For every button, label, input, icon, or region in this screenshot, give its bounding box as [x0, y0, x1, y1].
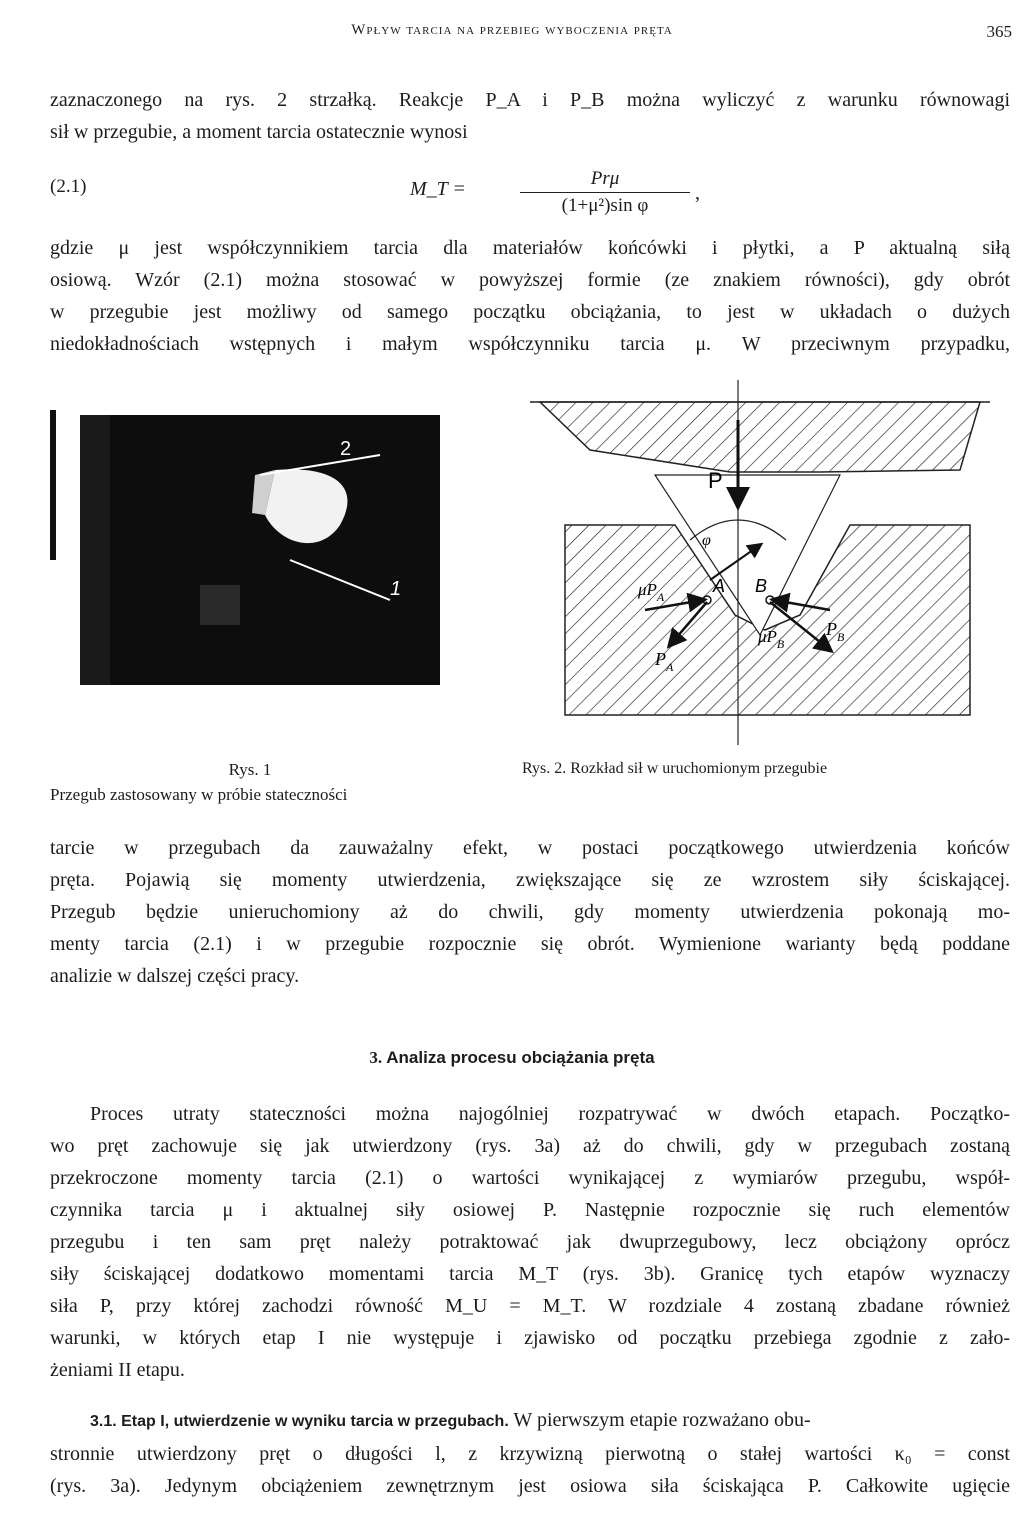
- figure-2-label-phi: φ: [702, 532, 711, 549]
- equation-comma: ,: [695, 182, 700, 204]
- paragraph-4: [50, 1098, 1010, 1386]
- paragraph-2: [50, 232, 1010, 360]
- figure-1-label-1: 1: [390, 578, 402, 600]
- text-line: sił w przegubie, a moment tarcia ostatecznie wynosi: [50, 121, 468, 143]
- subsection-line-start: W pierwszym etapie rozważano obu-: [513, 1409, 811, 1431]
- text-line: osiową. Wzór (2.1) można stosować w powyższej formie (ze znakiem równości), gdy obrót: [50, 269, 1010, 291]
- text-line: analizie w dalszej części pracy.: [50, 965, 300, 987]
- figure-2-label-muPA: $\mu P_A$: [638, 580, 665, 604]
- section-number: 3.: [369, 1048, 383, 1067]
- equation-numerator: Prμ: [590, 168, 620, 189]
- figure-2-label-A: A: [713, 576, 726, 596]
- paragraph-3: [50, 832, 1010, 992]
- text-line: siła P, przy której zachodzi równość M_U = M_T. W rozdziale 4 zostaną zbadane również: [50, 1295, 1010, 1317]
- text-line: przekroczone momenty tarcia (2.1) o wartości wynikającej z wymiarów przegubu, współ-: [50, 1167, 1010, 1189]
- figure-2-label-P: P: [708, 468, 723, 493]
- text-line: żeniami II etapu.: [50, 1359, 185, 1381]
- page-number: 365: [986, 22, 1012, 41]
- equation-fraction: [520, 168, 690, 217]
- figure-2-label-B: B: [755, 576, 768, 596]
- figure-2-label-PB: $P_B$: [826, 619, 845, 644]
- text-line: przegubu i ten sam pręt należy potraktować jak dwuprzegubowy, lecz obciążony oprócz: [50, 1231, 1010, 1253]
- figure-1-caption-number: Rys. 1: [228, 760, 272, 779]
- text-line: Proces utraty stateczności można najogólniej rozpatrywać w dwóch etapach. Początko-: [90, 1103, 1010, 1125]
- text-line: (rys. 3a). Jedynym obciążeniem zewnętrznym jest osiowa siła ściskająca P. Całkowite ugięcie: [50, 1475, 1010, 1497]
- text-line: w przegubie jest możliwy od samego początku obciążania, to jest w układach o dużych: [50, 301, 1010, 323]
- text-line: Przegub będzie unieruchomiony aż do chwili, gdy momenty utwierdzenia pokonają mo-: [50, 901, 1010, 923]
- fraction-bar: [520, 192, 690, 193]
- figure-2-caption: Rys. 2. Rozkład sił w uruchomionym przegubie: [522, 760, 828, 777]
- text-line: stronnie utwierdzony pręt o długości l, z krzywizną pierwotną o stałej wartości κ₀ = const: [50, 1443, 1010, 1465]
- page-header: [0, 22, 1024, 46]
- equation-denominator: (1+μ²)sin φ: [561, 195, 649, 216]
- text-line: zaznaczonego na rys. 2 strzałką. Reakcje P_A i P_B można wyliczyć z warunku równowagi: [50, 89, 1010, 111]
- figure-1-photo: [40, 395, 480, 730]
- text-line: warunki, w których etap I nie występuje i zjawisko od początku przebiega zgodnie z zało-: [50, 1327, 1010, 1349]
- figure-2-label-muPB: $\mu P_B$: [758, 627, 785, 651]
- text-line: menty tarcia (2.1) i w przegubie rozpocznie się obrót. Wymienione warianty będą poddane: [50, 933, 1010, 955]
- section-3-heading: [0, 1048, 1024, 1068]
- section-title: Analiza procesu obciążania pręta: [386, 1048, 655, 1067]
- figure-1-label-2: 2: [340, 438, 352, 460]
- subsection-heading: 3.1. Etap I, utwierdzenie w wyniku tarcia w przegubach.: [90, 1413, 509, 1430]
- text-line: czynnika tarcia μ i aktualnej siły osiowej P. Następnie rozpocznie się ruch elementów: [50, 1199, 1010, 1221]
- text-line: tarcie w przegubach da zauważalny efekt, w postaci początkowego utwierdzenia końców: [50, 837, 1010, 859]
- equation-label: (2.1): [50, 176, 87, 197]
- text-line: niedokładnościach wstępnych i małym współczynniku tarcia μ. W przeciwnym przypadku,: [50, 333, 1010, 355]
- figure-2-label-PA: $P_A$: [655, 649, 674, 674]
- text-line: pręta. Pojawią się momenty utwierdzenia, zwiększające się ze wzrostem siły ściskającej.: [50, 869, 1010, 891]
- equation-2-1: [50, 168, 750, 232]
- text-line: gdzie μ jest współczynnikiem tarcia dla materiałów końcówki i płytki, a P aktualną siłą: [50, 237, 1010, 259]
- equation-lhs: M_T =: [410, 178, 466, 200]
- running-title: Wpływ tarcia na przebieg wyboczenia pręta: [351, 22, 673, 38]
- text-line: siły ściskającej dodatkowo momentami tarcia M_T (rys. 3b). Granicę tych etapów wyznaczy: [50, 1263, 1010, 1285]
- paragraph-1: [50, 84, 1010, 148]
- figure-2-diagram: [530, 380, 990, 745]
- text-line: wo pręt zachowuje się jak utwierdzony (rys. 3a) aż do chwili, gdy w przegubach zostaną: [50, 1135, 1010, 1157]
- figure-1-caption-text: Przegub zastosowany w próbie stateczności: [50, 785, 348, 804]
- text-line: [50, 1404, 1010, 1438]
- subsection-3-1: [50, 1404, 1010, 1502]
